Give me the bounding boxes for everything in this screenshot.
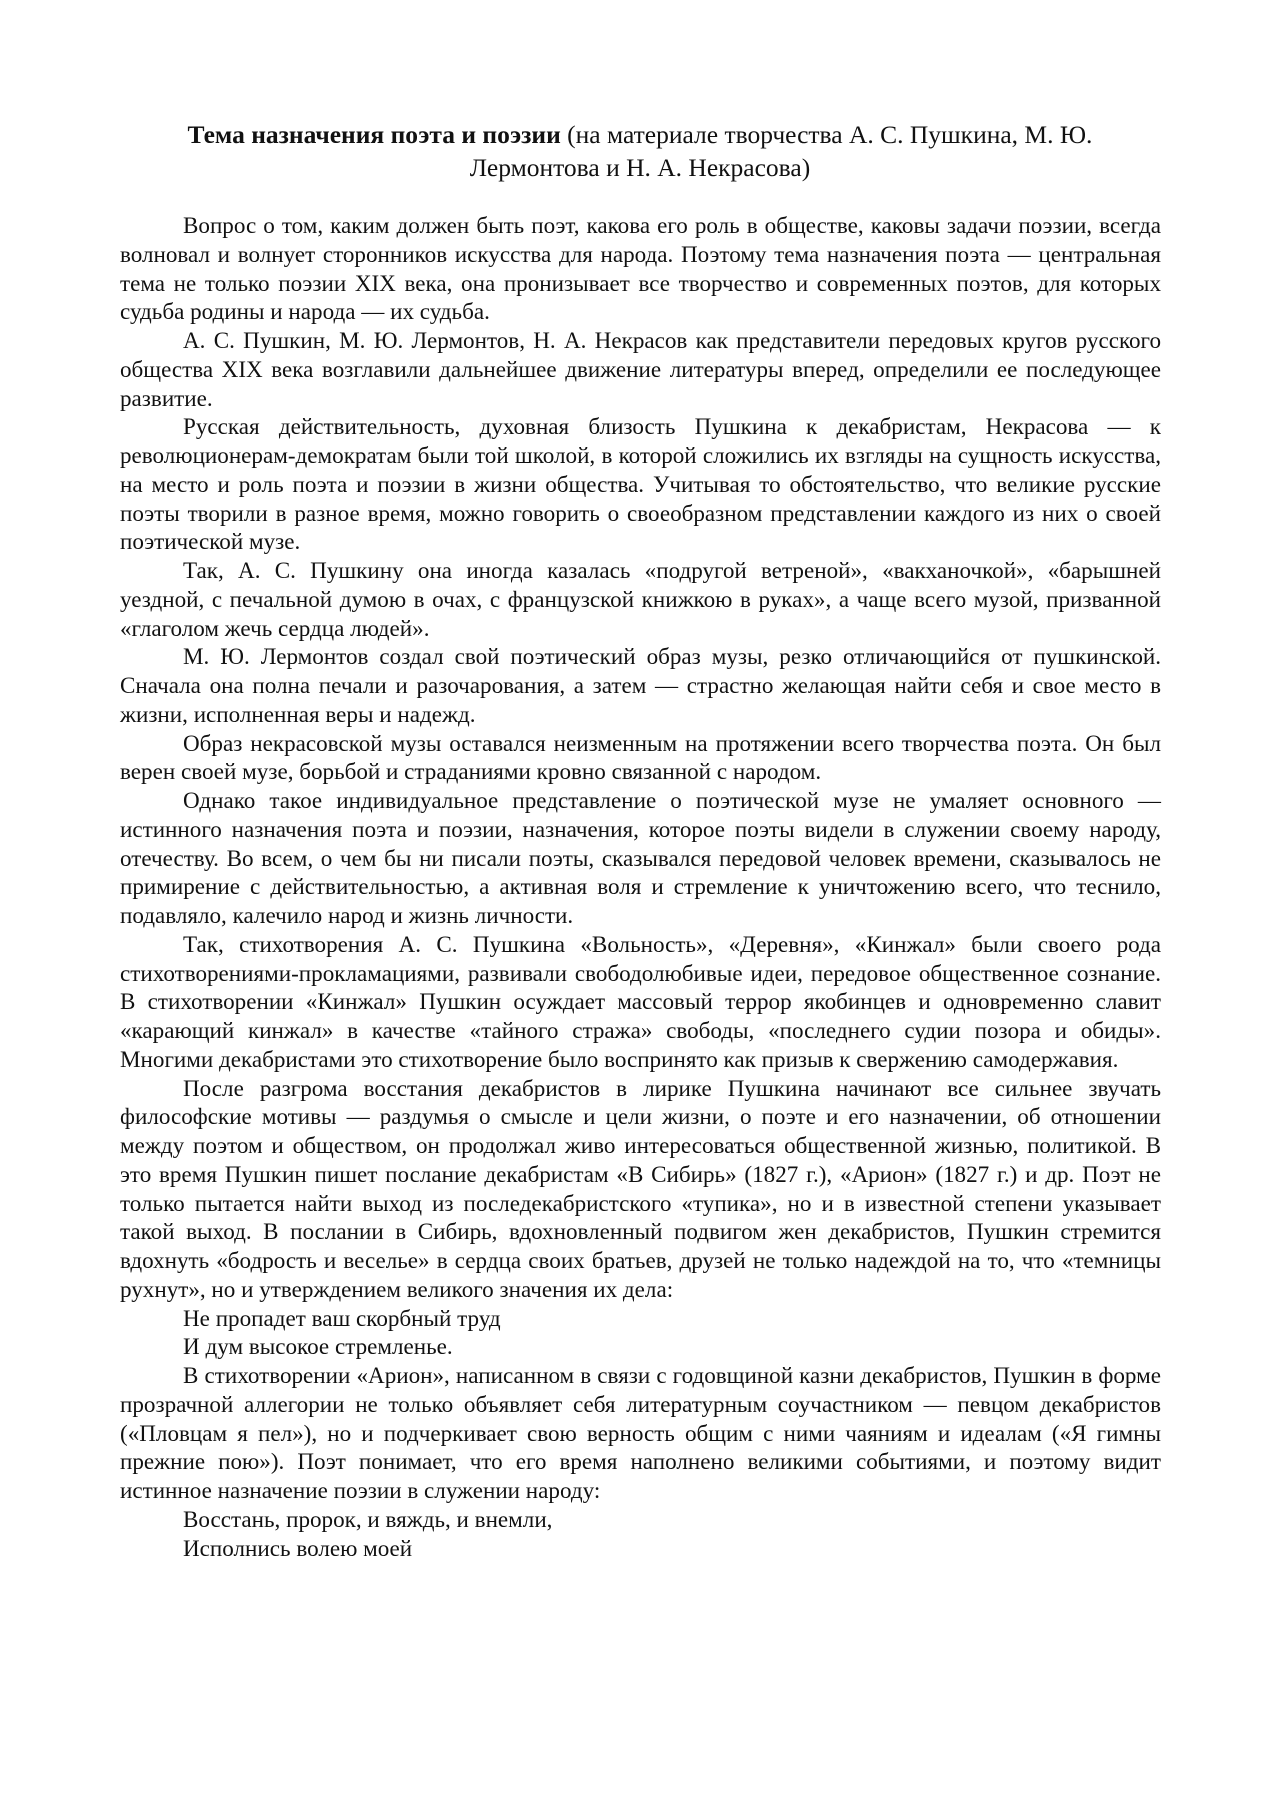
paragraph: М. Ю. Лермонтов создал свой поэтический образ музы, резко отличающийся от пушкинской. Сначала она полна печали и разочарования, а затем — страстно желающая найти себя и свое место в жизни, исполненная веры и надежд. xyxy=(120,643,1161,727)
paragraph: Однако такое индивидуальное представление о поэтической музе не умаляет основного — истинного назначения поэта и поэзии, назначения, которое поэты видели в служении своему народу, отечеству. Во всем, о чем бы ни писали поэты, сказывался передовой человек времени, сказывалось не примирение с действительностью, а активная воля и стремление к уничтожению всего, что теснило, подавляло, калечило народ и жизнь личности. xyxy=(120,787,1161,928)
verse-line: Не пропадет ваш скорбный труд xyxy=(183,1304,501,1331)
paragraph: Образ некрасовской музы оставался неизменным на протяжении всего творчества поэта. Он был верен своей музе, борьбой и страданиями кровно связанной с народом. xyxy=(120,729,1161,785)
paragraph: Так, стихотворения А. С. Пушкина «Вольность», «Деревня», «Кинжал» были своего рода стихотворениями-прокламациями, развивали свободолюбивые идеи, передовое общественное сознание. В стихотворении «Кинжал» Пушкин осуждает массовый террор якобинцев и одновременно славит «карающий кинжал» в качестве «тайного стража» свободы, «последнего судии позора и обиды». Многими декабристами это стихотворение было воспринято как призыв к свержению самодержавия. xyxy=(120,930,1161,1072)
paragraph: Русская действительность, духовная близость Пушкина к декабристам, Некрасова — к революционерам-демократам были той школой, в которой сложились их взгляды на сущность искусства, на место и роль поэта и поэзии в жизни общества. Учитывая то обстоятельство, что великие русские поэты творили в разное время, можно говорить о своеобразном представлении каждого из них о своей поэтической музе. xyxy=(120,413,1161,555)
verse-line: И дум высокое стремленье. xyxy=(183,1333,453,1360)
title-bold: Тема назначения поэта и поэзии xyxy=(187,120,561,149)
paragraph: А. С. Пушкин, М. Ю. Лермонтов, Н. А. Некрасов как представители передовых кругов русского общества XIX века возглавили дальнейшее движение литературы вперед, определили ее последующее развитие. xyxy=(120,327,1161,411)
verse-line: Восстань, пророк, и вяждь, и внемли, xyxy=(183,1505,553,1532)
document-body xyxy=(120,211,1161,1562)
paragraph: В стихотворении «Арион», написанном в связи с годовщиной казни декабристов, Пушкин в форме прозрачной аллегории не только объявляет себя литературным соучастником — певцом декабристов («Пловцам я пел»), но и подчеркивает свою верность общим с ними чаяниям и идеалам («Я гимны прежние пою»). Поэт понимает, что его время наполнено великими событиями, и поэтому видит истинное назначение поэзии в служении народу: xyxy=(120,1362,1161,1503)
paragraph: Так, А. С. Пушкину она иногда казалась «подругой ветреной», «вакханочкой», «барышней уездной, с печальной думою в очах, с французской книжкою в руках», а чаще всего музой, призванной «глаголом жечь сердца людей». xyxy=(120,557,1161,641)
paragraph: После разгрома восстания декабристов в лирике Пушкина начинают все сильнее звучать философские мотивы — раздумья о смысле и цели жизни, о поэте и его назначении, об отношении между поэтом и обществом, он продолжал живо интересоваться общественной жизнью, политикой. В это время Пушкин пишет послание декабристам «В Сибирь» (1827 г.), «Арион» (1827 г.) и др. Поэт не только пытается найти выход из последекабристского «тупика», но и в известной степени указывает такой выход. В послании в Сибирь, вдохновленный подвигом жен декабристов, Пушкин стремится вдохнуть «бодрость и веселье» в сердца своих братьев, друзей не только надеждой на то, что «темницы рухнут», но и утверждением великого значения их дела: xyxy=(120,1074,1161,1302)
document-title xyxy=(120,118,1160,184)
verse-line: Исполнись волею моей xyxy=(183,1534,413,1561)
title-subtitle: (на материале творчества А. С. Пушкина, М. Ю. Лермонтова и Н. А. Некрасова) xyxy=(469,120,1093,182)
paragraph: Вопрос о том, каким должен быть поэт, какова его роль в обществе, каковы задачи поэзии, всегда волновал и волнует сторонников искусства для народа. Поэтому тема назначения поэта — центральная тема не только поэзии XIX века, она пронизывает все творчество и современных поэтов, для которых судьба родины и народа — их судьба. xyxy=(120,212,1161,325)
